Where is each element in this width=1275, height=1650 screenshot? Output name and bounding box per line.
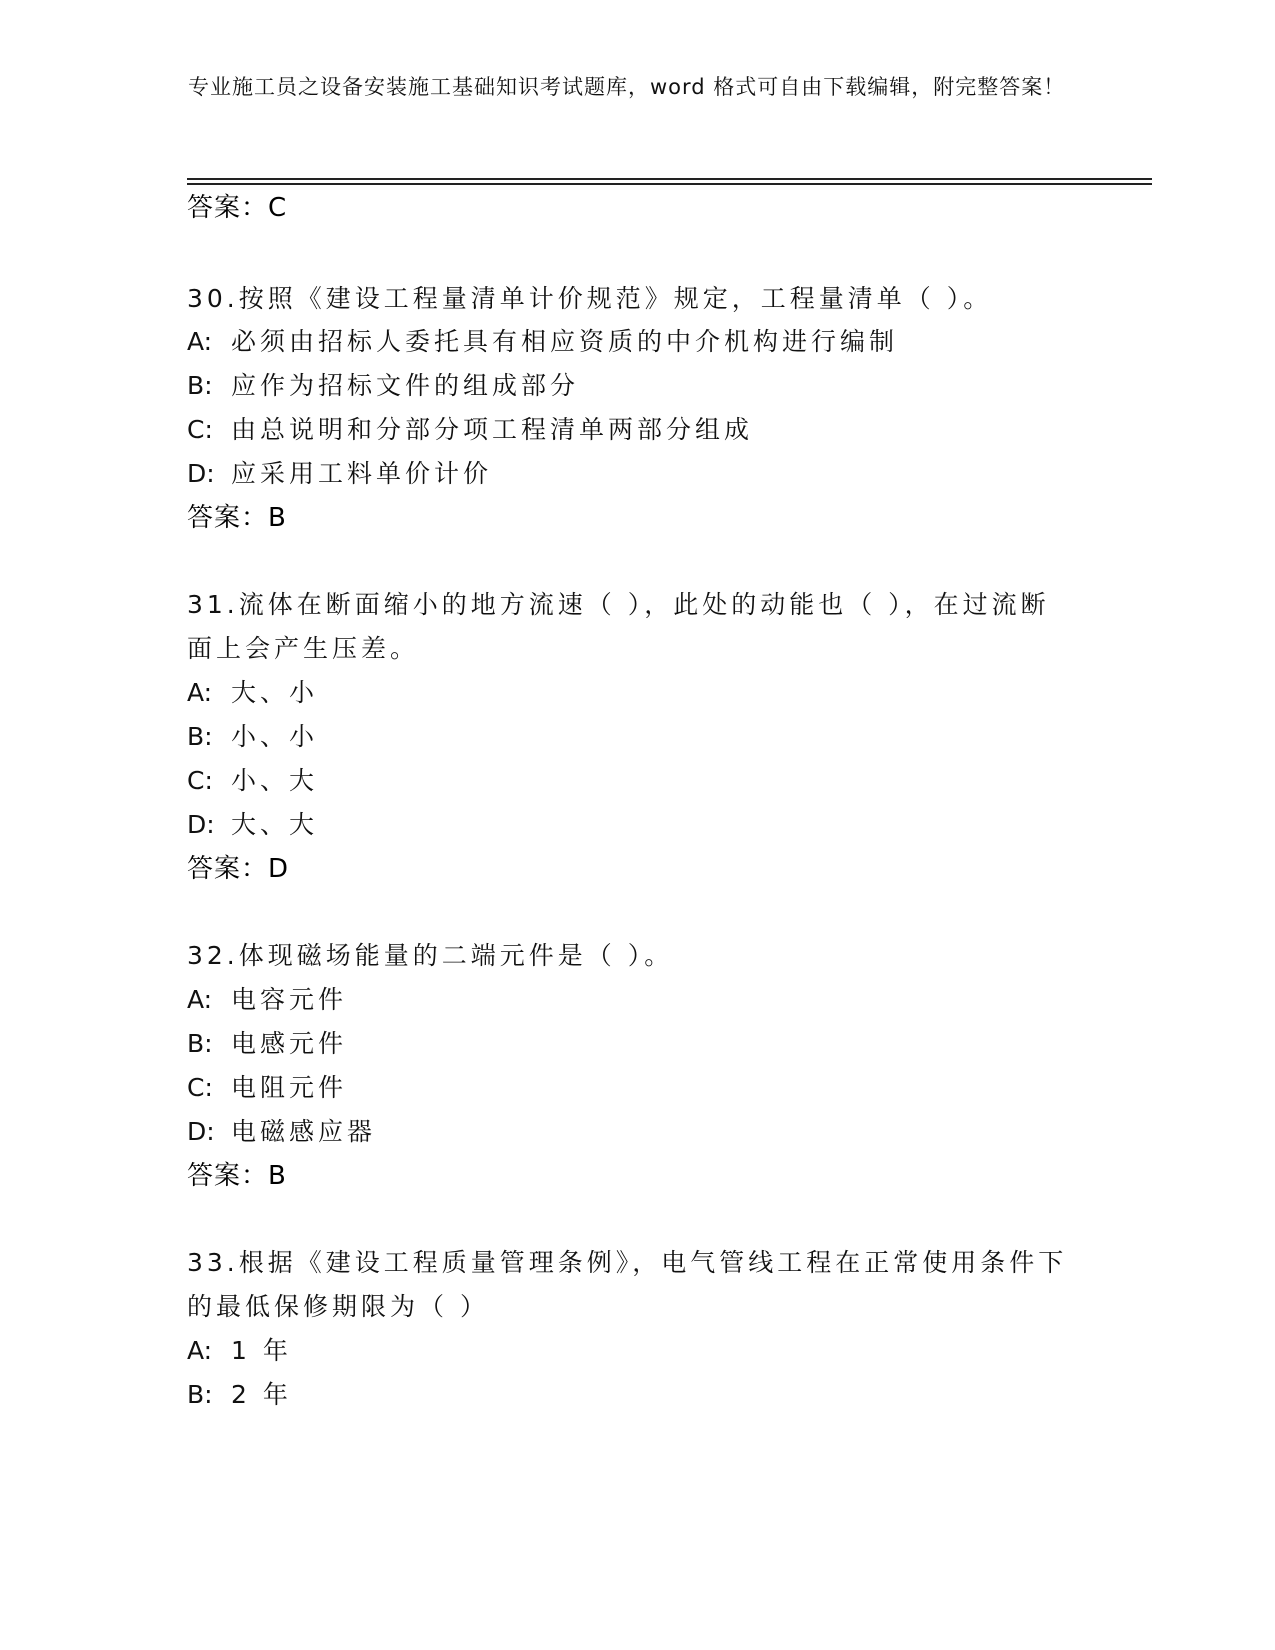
option-key: C:	[187, 1073, 213, 1102]
document-header: 专业施工员之设备安装施工基础知识考试题库，word 格式可自由下载编辑，附完整答案！	[188, 75, 1066, 99]
option-text: 必须由招标人委托具有相应资质的中介机构进行编制	[231, 327, 899, 356]
option-text: 由总说明和分部分项工程清单两部分组成	[231, 415, 754, 444]
option-text: 1 年	[231, 1336, 292, 1365]
option-key: A:	[187, 327, 213, 356]
question-31-option-b	[187, 721, 318, 753]
option-text: 电磁感应器	[231, 1117, 377, 1146]
question-30-stem: 30.按照《建设工程量清单计价规范》规定，工程量清单（ ）。	[187, 284, 993, 313]
option-key: C:	[187, 766, 213, 795]
question-32-answer: 答案：B	[187, 1161, 287, 1191]
option-text: 电容元件	[231, 985, 348, 1014]
question-30-option-c	[187, 414, 753, 446]
option-key: A:	[187, 678, 213, 707]
option-text: 大、大	[231, 810, 319, 839]
question-30-answer: 答案：B	[187, 503, 287, 533]
question-32-option-c	[187, 1072, 347, 1104]
question-32-option-b	[187, 1028, 347, 1060]
option-key: B:	[187, 722, 213, 751]
option-text: 应采用工料单价计价	[231, 459, 493, 488]
option-key: B:	[187, 1029, 213, 1058]
question-33-stem-cont: 的最低保修期限为（ ）	[187, 1292, 489, 1321]
header-divider-bottom	[187, 183, 1152, 185]
question-30-option-b	[187, 370, 579, 402]
option-text: 应作为招标文件的组成部分	[231, 371, 580, 400]
option-key: D:	[187, 459, 215, 488]
answer-previous: 答案：C	[187, 193, 288, 223]
question-33-stem: 33.根据《建设工程质量管理条例》，电气管线工程在正常使用条件下	[187, 1248, 1068, 1277]
option-key: D:	[187, 810, 215, 839]
option-text: 小、小	[231, 722, 319, 751]
question-31-answer: 答案：D	[187, 854, 290, 884]
option-text: 2 年	[231, 1380, 292, 1409]
question-32-option-d	[187, 1116, 376, 1148]
question-31-option-c	[187, 765, 318, 797]
option-key: D:	[187, 1117, 215, 1146]
question-31-option-d	[187, 809, 318, 841]
question-31-stem-cont: 面上会产生压差。	[187, 634, 420, 663]
option-key: B:	[187, 371, 213, 400]
question-30-option-a	[187, 326, 898, 358]
option-key: A:	[187, 1336, 213, 1365]
question-32-option-a	[187, 984, 347, 1016]
question-31-option-a	[187, 677, 318, 709]
option-key: C:	[187, 415, 213, 444]
option-text: 电阻元件	[231, 1073, 348, 1102]
question-31-stem: 31.流体在断面缩小的地方流速（ ），此处的动能也（ ），在过流断	[187, 590, 1050, 619]
header-divider-top	[187, 178, 1152, 180]
question-30-option-d	[187, 458, 492, 490]
question-33-option-b	[187, 1379, 292, 1411]
question-33-option-a	[187, 1335, 292, 1367]
option-text: 电感元件	[231, 1029, 348, 1058]
option-text: 小、大	[231, 766, 319, 795]
option-text: 大、小	[231, 678, 319, 707]
option-key: B:	[187, 1380, 213, 1409]
question-32-stem: 32.体现磁场能量的二端元件是（ ）。	[187, 941, 674, 970]
option-key: A:	[187, 985, 213, 1014]
